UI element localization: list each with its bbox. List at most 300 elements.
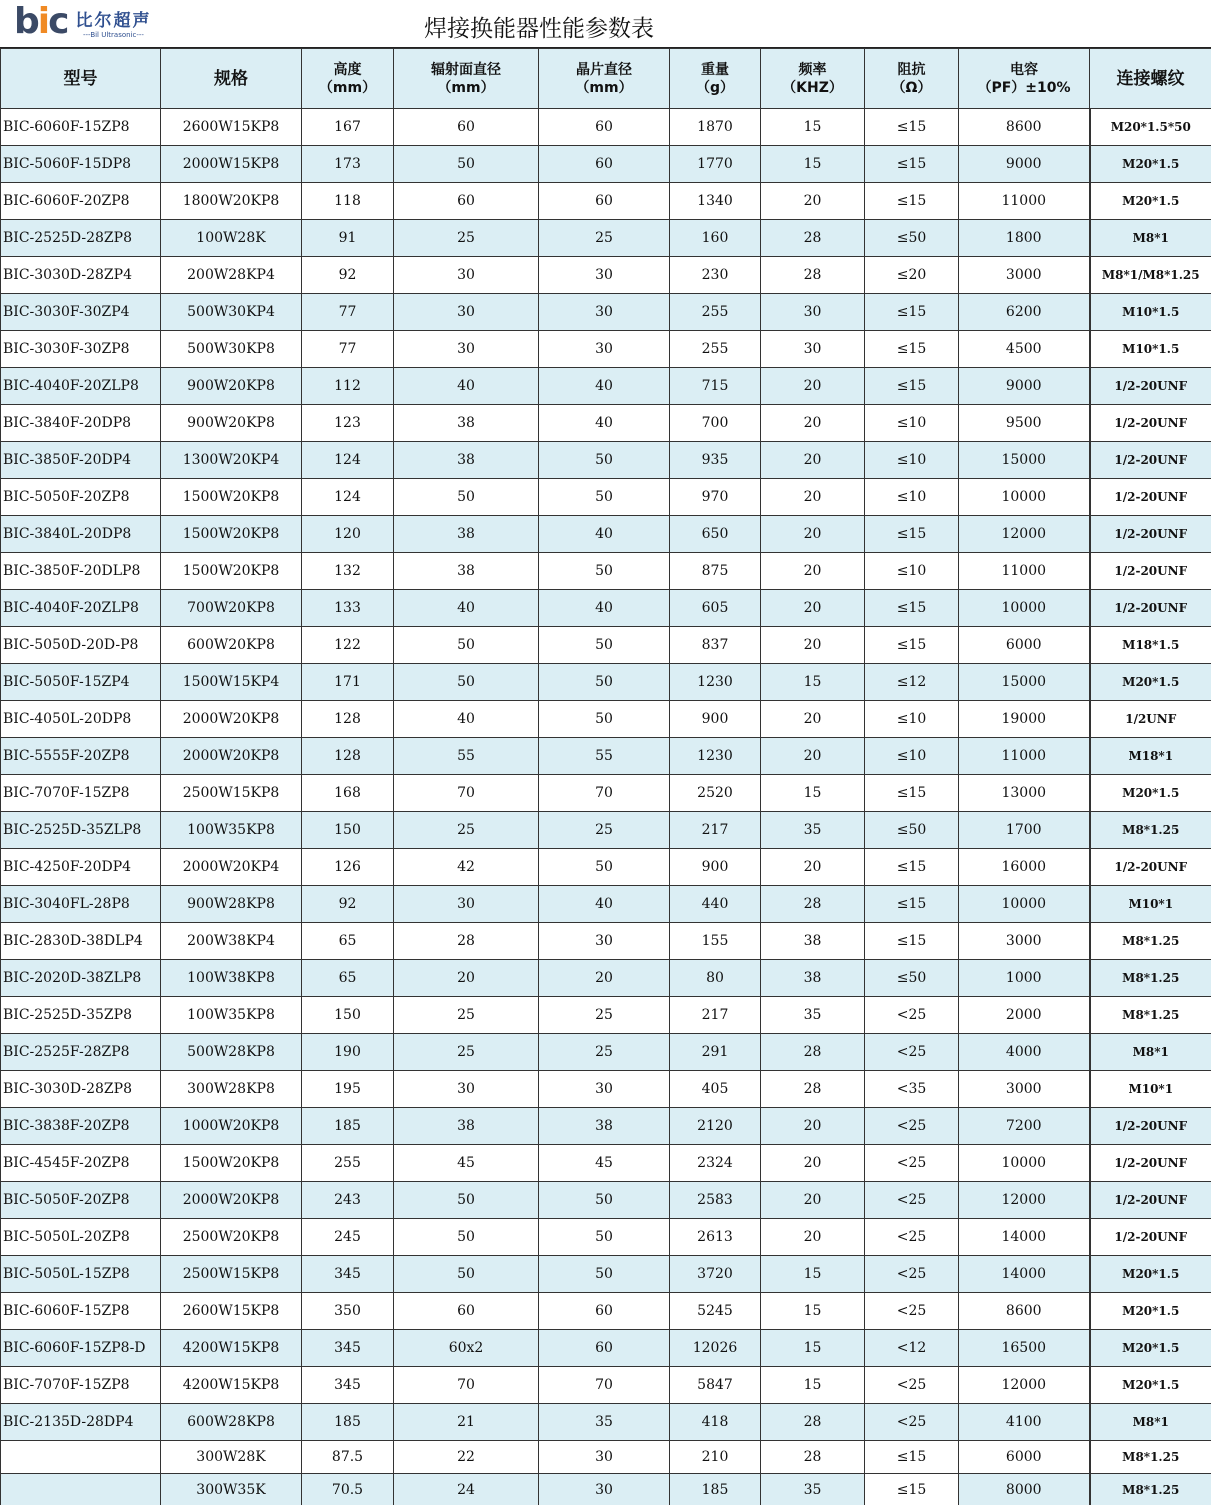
cell-crystal-diameter: 50 — [539, 701, 670, 738]
cell-thread: M8*1/M8*1.25 — [1090, 257, 1211, 294]
cell-crystal-diameter: 60 — [539, 1330, 670, 1367]
brand-logo — [14, 1, 152, 42]
table-row — [1, 1474, 1211, 1505]
header-impedance — [865, 49, 959, 109]
cell-model: BIC-3840L-20DP8 — [1, 516, 161, 553]
cell-capacitance: 10000 — [959, 479, 1090, 516]
cell-crystal-diameter: 25 — [539, 812, 670, 849]
cell-model: BIC-2020D-38ZLP8 — [1, 960, 161, 997]
cell-impedance: <25 — [865, 1108, 959, 1145]
cell-crystal-diameter: 50 — [539, 442, 670, 479]
header-bar — [0, 0, 1211, 49]
cell-thread: M20*1.5 — [1090, 775, 1211, 812]
table-row — [1, 553, 1211, 590]
cell-thread: M20*1.5*50 — [1090, 109, 1211, 146]
cell-capacitance: 3000 — [959, 257, 1090, 294]
cell-capacitance: 14000 — [959, 1256, 1090, 1293]
cell-spec: 2600W15KP8 — [161, 109, 302, 146]
cell-capacitance: 9000 — [959, 368, 1090, 405]
cell-weight: 700 — [670, 405, 761, 442]
cell-model: BIC-6060F-15ZP8 — [1, 1293, 161, 1330]
header-unit: （g） — [695, 79, 735, 96]
cell-face-diameter: 38 — [394, 553, 539, 590]
cell-thread: M20*1.5 — [1090, 1293, 1211, 1330]
cell-impedance: <25 — [865, 1145, 959, 1182]
header-unit: （KHZ） — [782, 79, 843, 96]
cell-weight: 405 — [670, 1071, 761, 1108]
table-row — [1, 849, 1211, 886]
cell-weight: 1870 — [670, 109, 761, 146]
cell-spec: 4200W15KP8 — [161, 1330, 302, 1367]
cell-impedance: ≤10 — [865, 479, 959, 516]
header-unit: （Ω） — [891, 79, 932, 96]
header-label: 重量 — [701, 61, 729, 78]
table-row — [1, 997, 1211, 1034]
cell-impedance: ≤15 — [865, 183, 959, 220]
cell-face-diameter: 30 — [394, 886, 539, 923]
table-row — [1, 1182, 1211, 1219]
cell-frequency: 35 — [761, 812, 865, 849]
cell-crystal-diameter: 50 — [539, 849, 670, 886]
header-model — [1, 49, 161, 109]
cell-model — [1, 1441, 161, 1474]
cell-capacitance: 8600 — [959, 109, 1090, 146]
table-row — [1, 331, 1211, 368]
cell-weight: 875 — [670, 553, 761, 590]
cell-weight: 255 — [670, 294, 761, 331]
cell-model: BIC-3030D-28ZP4 — [1, 257, 161, 294]
cell-thread: M20*1.5 — [1090, 1256, 1211, 1293]
cell-frequency: 28 — [761, 257, 865, 294]
cell-spec: 100W35KP8 — [161, 997, 302, 1034]
cell-face-diameter: 50 — [394, 1182, 539, 1219]
cell-crystal-diameter: 38 — [539, 1108, 670, 1145]
cell-impedance: ≤10 — [865, 405, 959, 442]
cell-impedance: ≤10 — [865, 553, 959, 590]
cell-height: 255 — [302, 1145, 394, 1182]
transducer-spec-table — [0, 48, 1211, 1505]
cell-capacitance: 16500 — [959, 1330, 1090, 1367]
cell-impedance: <25 — [865, 1256, 959, 1293]
table-row — [1, 220, 1211, 257]
cell-crystal-diameter: 30 — [539, 294, 670, 331]
cell-crystal-diameter: 60 — [539, 109, 670, 146]
cell-capacitance: 12000 — [959, 516, 1090, 553]
cell-thread: M8*1.25 — [1090, 1474, 1211, 1505]
table-row — [1, 405, 1211, 442]
cell-thread: M8*1.25 — [1090, 812, 1211, 849]
cell-weight: 5847 — [670, 1367, 761, 1404]
cell-crystal-diameter: 40 — [539, 516, 670, 553]
cell-capacitance: 11000 — [959, 738, 1090, 775]
cell-height: 133 — [302, 590, 394, 627]
table-row — [1, 775, 1211, 812]
page-title: 焊接换能器性能参数表 — [424, 16, 654, 42]
cell-frequency: 28 — [761, 1441, 865, 1474]
cell-crystal-diameter: 50 — [539, 627, 670, 664]
cell-weight: 970 — [670, 479, 761, 516]
cell-face-diameter: 28 — [394, 923, 539, 960]
cell-capacitance: 2000 — [959, 997, 1090, 1034]
cell-height: 185 — [302, 1404, 394, 1441]
cell-spec: 600W28KP8 — [161, 1404, 302, 1441]
cell-weight: 3720 — [670, 1256, 761, 1293]
cell-crystal-diameter: 20 — [539, 960, 670, 997]
cell-thread: M20*1.5 — [1090, 1330, 1211, 1367]
cell-impedance: ≤15 — [865, 886, 959, 923]
cell-face-diameter: 30 — [394, 1071, 539, 1108]
cell-impedance: <25 — [865, 1219, 959, 1256]
cell-capacitance: 12000 — [959, 1367, 1090, 1404]
cell-spec: 900W20KP8 — [161, 405, 302, 442]
cell-face-diameter: 50 — [394, 664, 539, 701]
cell-frequency: 20 — [761, 849, 865, 886]
cell-capacitance: 4000 — [959, 1034, 1090, 1071]
cell-model: BIC-2135D-28DP4 — [1, 1404, 161, 1441]
header-label: 型号 — [63, 68, 98, 89]
cell-frequency: 20 — [761, 701, 865, 738]
cell-capacitance: 8600 — [959, 1293, 1090, 1330]
cell-spec: 1000W20KP8 — [161, 1108, 302, 1145]
cell-thread: M8*1 — [1090, 1034, 1211, 1071]
cell-impedance: ≤15 — [865, 331, 959, 368]
cell-crystal-diameter: 30 — [539, 331, 670, 368]
cell-weight: 12026 — [670, 1330, 761, 1367]
header-label: 规格 — [214, 68, 248, 89]
table-row — [1, 1219, 1211, 1256]
table-row — [1, 1404, 1211, 1441]
table-row — [1, 1441, 1211, 1474]
cell-model: BIC-5555F-20ZP8 — [1, 738, 161, 775]
cell-model — [1, 1474, 161, 1505]
cell-thread: 1/2-20UNF — [1090, 479, 1211, 516]
cell-face-diameter: 30 — [394, 331, 539, 368]
cell-face-diameter: 25 — [394, 812, 539, 849]
cell-weight: 418 — [670, 1404, 761, 1441]
cell-spec: 500W28KP8 — [161, 1034, 302, 1071]
cell-face-diameter: 20 — [394, 960, 539, 997]
cell-impedance: <25 — [865, 1367, 959, 1404]
cell-model: BIC-5050F-15ZP4 — [1, 664, 161, 701]
cell-weight: 1230 — [670, 738, 761, 775]
cell-weight: 650 — [670, 516, 761, 553]
cell-height: 195 — [302, 1071, 394, 1108]
cell-frequency: 38 — [761, 923, 865, 960]
cell-crystal-diameter: 40 — [539, 886, 670, 923]
cell-height: 245 — [302, 1219, 394, 1256]
cell-capacitance: 14000 — [959, 1219, 1090, 1256]
cell-thread: M20*1.5 — [1090, 146, 1211, 183]
cell-height: 124 — [302, 479, 394, 516]
header-label: 阻抗 — [897, 61, 926, 78]
cell-thread: 1/2-20UNF — [1090, 849, 1211, 886]
cell-capacitance: 6000 — [959, 627, 1090, 664]
cell-face-diameter: 40 — [394, 590, 539, 627]
cell-frequency: 15 — [761, 775, 865, 812]
table-row — [1, 516, 1211, 553]
header-unit: （mm） — [437, 79, 495, 96]
cell-crystal-diameter: 40 — [539, 590, 670, 627]
table-row — [1, 479, 1211, 516]
cell-impedance: <25 — [865, 997, 959, 1034]
cell-model: BIC-6060F-15ZP8-D — [1, 1330, 161, 1367]
cell-weight: 217 — [670, 997, 761, 1034]
cell-frequency: 20 — [761, 516, 865, 553]
cell-thread: M20*1.5 — [1090, 183, 1211, 220]
cell-weight: 255 — [670, 331, 761, 368]
cell-model: BIC-3850F-20DLP8 — [1, 553, 161, 590]
cell-crystal-diameter: 60 — [539, 183, 670, 220]
cell-spec: 1500W20KP8 — [161, 553, 302, 590]
cell-height: 128 — [302, 738, 394, 775]
cell-face-diameter: 25 — [394, 997, 539, 1034]
cell-face-diameter: 50 — [394, 479, 539, 516]
table-row — [1, 923, 1211, 960]
cell-model: BIC-5050F-20ZP8 — [1, 479, 161, 516]
cell-frequency: 15 — [761, 146, 865, 183]
header-weight — [670, 49, 761, 109]
cell-height: 122 — [302, 627, 394, 664]
cell-frequency: 30 — [761, 294, 865, 331]
cell-face-diameter: 38 — [394, 1108, 539, 1145]
cell-impedance: <25 — [865, 1182, 959, 1219]
cell-frequency: 15 — [761, 1293, 865, 1330]
cell-capacitance: 12000 — [959, 1182, 1090, 1219]
header-label: 频率 — [798, 61, 827, 78]
cell-height: 91 — [302, 220, 394, 257]
table-row — [1, 1293, 1211, 1330]
cell-height: 345 — [302, 1367, 394, 1404]
cell-weight: 2324 — [670, 1145, 761, 1182]
cell-capacitance: 10000 — [959, 886, 1090, 923]
cell-capacitance: 16000 — [959, 849, 1090, 886]
cell-thread: 1/2-20UNF — [1090, 1108, 1211, 1145]
cell-thread: 1/2-20UNF — [1090, 553, 1211, 590]
cell-impedance: ≤20 — [865, 257, 959, 294]
cell-frequency: 20 — [761, 590, 865, 627]
cell-face-diameter: 21 — [394, 1404, 539, 1441]
cell-crystal-diameter: 45 — [539, 1145, 670, 1182]
cell-model: BIC-3030F-30ZP8 — [1, 331, 161, 368]
cell-impedance: ≤15 — [865, 294, 959, 331]
cell-impedance: ≤15 — [865, 1441, 959, 1474]
cell-capacitance: 3000 — [959, 1071, 1090, 1108]
cell-capacitance: 13000 — [959, 775, 1090, 812]
header-frequency — [761, 49, 865, 109]
cell-model: BIC-4040F-20ZLP8 — [1, 368, 161, 405]
cell-face-diameter: 25 — [394, 220, 539, 257]
cell-capacitance: 1800 — [959, 220, 1090, 257]
cell-weight: 2613 — [670, 1219, 761, 1256]
cell-crystal-diameter: 60 — [539, 146, 670, 183]
cell-crystal-diameter: 70 — [539, 775, 670, 812]
cell-impedance: ≤15 — [865, 368, 959, 405]
cell-face-diameter: 60 — [394, 1293, 539, 1330]
cell-crystal-diameter: 50 — [539, 553, 670, 590]
cell-height: 92 — [302, 257, 394, 294]
cell-thread: M8*1.25 — [1090, 1441, 1211, 1474]
cell-thread: M10*1 — [1090, 1071, 1211, 1108]
cell-weight: 1770 — [670, 146, 761, 183]
table-row — [1, 442, 1211, 479]
cell-height: 350 — [302, 1293, 394, 1330]
cell-thread: 1/2-20UNF — [1090, 1145, 1211, 1182]
table-row — [1, 960, 1211, 997]
cell-frequency: 35 — [761, 1474, 865, 1505]
cell-impedance: ≤15 — [865, 146, 959, 183]
cell-weight: 230 — [670, 257, 761, 294]
table-row — [1, 1034, 1211, 1071]
cell-spec: 1500W20KP8 — [161, 479, 302, 516]
cell-impedance: <25 — [865, 1293, 959, 1330]
cell-face-diameter: 38 — [394, 405, 539, 442]
cell-crystal-diameter: 25 — [539, 997, 670, 1034]
cell-frequency: 28 — [761, 220, 865, 257]
cell-frequency: 30 — [761, 331, 865, 368]
cell-crystal-diameter: 25 — [539, 1034, 670, 1071]
logo-chinese-name: 比尔超声 — [75, 10, 152, 31]
cell-face-diameter: 60 — [394, 183, 539, 220]
table-row — [1, 590, 1211, 627]
cell-frequency: 20 — [761, 627, 865, 664]
cell-impedance: ≤15 — [865, 849, 959, 886]
cell-spec: 300W28K — [161, 1441, 302, 1474]
cell-face-diameter: 70 — [394, 1367, 539, 1404]
cell-thread: M8*1 — [1090, 220, 1211, 257]
cell-weight: 80 — [670, 960, 761, 997]
cell-capacitance: 15000 — [959, 664, 1090, 701]
header-capacitance — [959, 49, 1090, 109]
cell-thread: 1/2-20UNF — [1090, 516, 1211, 553]
cell-spec: 1500W15KP4 — [161, 664, 302, 701]
cell-model: BIC-4040F-20ZLP8 — [1, 590, 161, 627]
cell-face-diameter: 24 — [394, 1474, 539, 1505]
cell-weight: 2583 — [670, 1182, 761, 1219]
cell-model: BIC-6060F-20ZP8 — [1, 183, 161, 220]
cell-capacitance: 10000 — [959, 590, 1090, 627]
cell-frequency: 15 — [761, 1330, 865, 1367]
cell-thread: M8*1 — [1090, 1404, 1211, 1441]
cell-spec: 300W35K — [161, 1474, 302, 1505]
table-row — [1, 701, 1211, 738]
cell-spec: 2000W20KP8 — [161, 738, 302, 775]
cell-thread: M20*1.5 — [1090, 1367, 1211, 1404]
cell-thread: M8*1.25 — [1090, 997, 1211, 1034]
cell-spec: 500W30KP8 — [161, 331, 302, 368]
cell-frequency: 20 — [761, 738, 865, 775]
cell-weight: 605 — [670, 590, 761, 627]
cell-spec: 600W20KP8 — [161, 627, 302, 664]
header-unit: （mm） — [575, 79, 633, 96]
cell-thread: M18*1 — [1090, 738, 1211, 775]
cell-weight: 185 — [670, 1474, 761, 1505]
cell-impedance: ≤10 — [865, 701, 959, 738]
cell-frequency: 20 — [761, 553, 865, 590]
cell-height: 128 — [302, 701, 394, 738]
cell-thread: M8*1.25 — [1090, 923, 1211, 960]
cell-height: 92 — [302, 886, 394, 923]
cell-crystal-diameter: 30 — [539, 1441, 670, 1474]
table-row — [1, 294, 1211, 331]
cell-capacitance: 11000 — [959, 183, 1090, 220]
cell-height: 77 — [302, 294, 394, 331]
cell-spec: 1800W20KP8 — [161, 183, 302, 220]
cell-height: 118 — [302, 183, 394, 220]
cell-weight: 2520 — [670, 775, 761, 812]
header-height — [302, 49, 394, 109]
cell-crystal-diameter: 55 — [539, 738, 670, 775]
cell-face-diameter: 50 — [394, 627, 539, 664]
cell-frequency: 28 — [761, 1404, 865, 1441]
table-row — [1, 664, 1211, 701]
cell-impedance: ≤10 — [865, 738, 959, 775]
logo-english-name: ---Bil Ultrasonic--- — [82, 30, 144, 39]
header-label: 高度 — [333, 61, 362, 78]
cell-face-diameter: 38 — [394, 516, 539, 553]
cell-capacitance: 9000 — [959, 146, 1090, 183]
cell-face-diameter: 60x2 — [394, 1330, 539, 1367]
cell-frequency: 20 — [761, 479, 865, 516]
cell-weight: 210 — [670, 1441, 761, 1474]
cell-height: 123 — [302, 405, 394, 442]
cell-impedance: ≤50 — [865, 812, 959, 849]
cell-impedance: <25 — [865, 1034, 959, 1071]
cell-weight: 155 — [670, 923, 761, 960]
cell-model: BIC-2525D-28ZP8 — [1, 220, 161, 257]
cell-height: 345 — [302, 1330, 394, 1367]
cell-height: 126 — [302, 849, 394, 886]
cell-face-diameter: 30 — [394, 294, 539, 331]
cell-weight: 935 — [670, 442, 761, 479]
cell-frequency: 20 — [761, 1182, 865, 1219]
cell-model: BIC-5060F-15DP8 — [1, 146, 161, 183]
cell-thread: 1/2-20UNF — [1090, 442, 1211, 479]
cell-height: 150 — [302, 997, 394, 1034]
cell-model: BIC-5050F-20ZP8 — [1, 1182, 161, 1219]
cell-weight: 900 — [670, 701, 761, 738]
cell-thread: 1/2-20UNF — [1090, 405, 1211, 442]
header-crystal-diameter — [539, 49, 670, 109]
cell-impedance: ≤50 — [865, 960, 959, 997]
cell-spec: 100W35KP8 — [161, 812, 302, 849]
cell-height: 65 — [302, 960, 394, 997]
cell-weight: 715 — [670, 368, 761, 405]
cell-crystal-diameter: 50 — [539, 1182, 670, 1219]
cell-crystal-diameter: 25 — [539, 220, 670, 257]
table-row — [1, 1330, 1211, 1367]
cell-height: 243 — [302, 1182, 394, 1219]
table-row — [1, 183, 1211, 220]
cell-model: BIC-2525D-35ZLP8 — [1, 812, 161, 849]
table-row — [1, 1071, 1211, 1108]
table-row — [1, 886, 1211, 923]
cell-frequency: 38 — [761, 960, 865, 997]
cell-height: 173 — [302, 146, 394, 183]
cell-face-diameter: 40 — [394, 701, 539, 738]
cell-crystal-diameter: 50 — [539, 664, 670, 701]
cell-spec: 1500W20KP8 — [161, 1145, 302, 1182]
logo-mark: bic — [14, 1, 68, 42]
cell-frequency: 15 — [761, 1367, 865, 1404]
cell-weight: 160 — [670, 220, 761, 257]
cell-weight: 5245 — [670, 1293, 761, 1330]
cell-face-diameter: 50 — [394, 1256, 539, 1293]
table-header-row — [1, 49, 1211, 109]
cell-weight: 217 — [670, 812, 761, 849]
cell-height: 185 — [302, 1108, 394, 1145]
cell-spec: 900W28KP8 — [161, 886, 302, 923]
cell-capacitance: 8000 — [959, 1474, 1090, 1505]
